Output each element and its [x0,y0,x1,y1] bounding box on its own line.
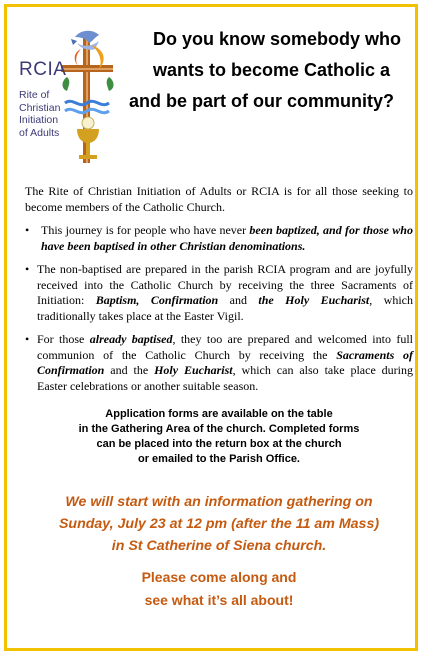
application-line-2: in the Gathering Area of the church. Completed forms [78,423,360,435]
closing-line-2: see what it’s all about! [144,592,294,608]
headline-line-1: Do you know somebody who [153,29,402,49]
bullet-text: , they too are prepared and welcomed into full communion of the Catholic Church by receiving the [37,332,414,362]
intro-paragraph: The Rite of Christian Initiation of Adults or RCIA is for all those seeking to become members of the Catholic Church. [25,184,413,214]
bullet-text: and [218,293,259,307]
bullet-emphasis: the Holy Eucharist [258,293,370,307]
logo-acronym: RCIA [19,59,67,80]
bullet-emphasis: Sacraments of Confirmation [37,347,413,377]
application-line-3: can be placed into the return box at the church [96,438,342,450]
bullet-text: and the [104,363,155,377]
bullet-emphasis: Confirmation [150,293,219,307]
closing-invitation [25,566,413,612]
bullet-text [139,293,150,307]
logo-subtitle-line: Christian [19,101,61,114]
bullet-text: , which can also take place during Easter celebrations or another suitable season. [37,363,414,393]
bullet-text: For those [37,332,90,346]
bullet-item-already-baptised [25,332,413,394]
headline-line-2: wants to become Catholic a [153,60,391,80]
bullet-emphasis: Baptism, [95,293,140,307]
application-info [25,407,413,467]
info-line-2: Sunday, July 23 at 12 pm (after the 11 am Mass) [58,516,380,532]
body-text [25,184,413,402]
application-line-1: Application forms are available on the table [105,408,333,420]
information-gathering [25,491,413,557]
bullet-emphasis: been baptized, and for those who have been baptised in other Christian denominations. [41,223,413,253]
logo-subtitle-line: Initiation [19,114,59,126]
bullet-emphasis: already baptised [89,332,173,346]
bullet-item-journey [25,223,413,254]
info-line-1: We will start with an information gathering on [65,494,373,510]
application-line-4: or emailed to the Parish Office. [138,453,300,465]
poster-frame [4,4,418,651]
info-line-3: in St Catherine of Siena church. [111,538,327,554]
bullet-text: This journey is for people who have never [41,223,250,237]
headline [125,24,423,117]
logo-subtitle-line: Rite of [19,89,50,101]
headline-line-3: and be part of our community? [129,91,395,111]
logo-subtitle [19,89,60,139]
bullet-item-non-baptised [25,262,413,324]
logo-subtitle-line: of Adults [19,126,60,139]
closing-line-1: Please come along and [141,569,297,585]
bullet-emphasis: Holy Eucharist [154,363,233,377]
bullet-text: , which traditionally takes place at the Easter Vigil. [37,293,413,323]
bullet-text: The non-baptised are prepared in the parish RCIA program and are joyfully received into the Catholic Church by receiving the three Sacraments of Initiation: [37,262,413,307]
